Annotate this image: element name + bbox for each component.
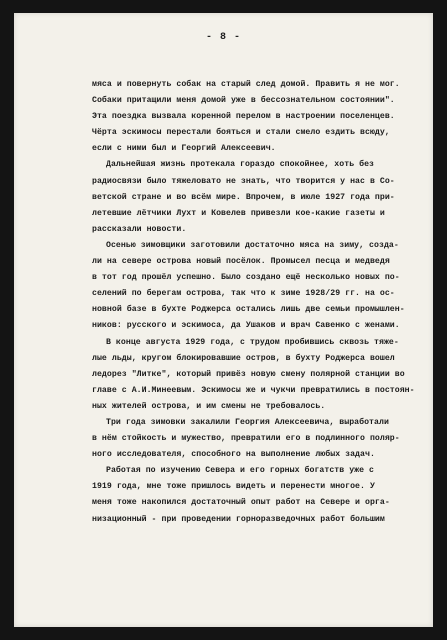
page-number: - 8 -: [205, 32, 241, 43]
text-line: радиосвязи было тяжеловато не знать, что творится у нас в Со-: [92, 176, 395, 186]
text-line: если с ними был и Георгий Алексеевич.: [92, 144, 276, 154]
text-line: лые льды, кругом блокировавшие остров, в бухту Роджерса вошел: [92, 353, 395, 363]
paragraph-first-line: Работая по изучению Севера и его горных богатств уже с: [106, 466, 375, 476]
paragraph-first-line: Дальнейшая жизнь протекала гораздо спокойнее, хоть без: [106, 160, 375, 170]
text-line: рассказали новости.: [92, 224, 187, 234]
typed-page: [14, 13, 433, 627]
text-line: ли на севере острова новый посёлок. Промысел песца и медведя: [92, 257, 390, 267]
paragraph-first-line: Три года зимовки закалили Георгия Алексеевича, выработали: [106, 417, 389, 427]
text-line: 1919 года, мне тоже пришлось видеть и перенести многое. У: [92, 482, 375, 492]
text-line: селений по берегам острова, так что к зиме 1928/29 гг. на ос-: [92, 289, 395, 299]
text-line: ных жителей острова, и им смены не требовалось.: [92, 401, 326, 411]
text-line: низационный - при проведении горноразведочных работ большим: [92, 514, 385, 524]
text-line: мяса и повернуть собак на старый след домой. Править я не мог.: [92, 80, 400, 89]
text-line: Эта поездка вызвала коренной перелом в настроении поселенцев.: [92, 112, 395, 122]
text-line: в тот год прошёл успешно. Было создано ещё несколько новых по-: [92, 273, 400, 283]
paragraph-first-line: В конце августа 1929 года, с трудом пробившись сквозь тяже-: [106, 337, 399, 347]
text-line: ного исследователя, способного на выполнение любых задач.: [92, 450, 375, 460]
text-line: ветской стране и во всём мире. Впрочем, в июле 1927 года при-: [92, 192, 395, 202]
text-line: в нём стойкость и мужество, превратили его в подлинного поляр-: [92, 434, 400, 444]
text-line: Собаки притащили меня домой уже в бессознательном состоянии".: [92, 96, 395, 106]
text-line: ников: русского и эскимоса, да Ушаков и врач Савенко с женами.: [92, 321, 400, 331]
text-line: летевшие лётчики Лухт и Ковелев привезли кое-какие газеты и: [92, 208, 385, 218]
paragraph-first-line: Осенью зимовщики заготовили достаточно мяса на зиму, созда-: [106, 240, 399, 250]
typed-text-body: [92, 77, 424, 528]
text-line: Чёрта эскимосы перестали бояться и стали смело ездить всюду,: [92, 128, 390, 138]
text-line: главе с А.И.Минеевым. Эскимосы же и чукчи превратились в постоян-: [92, 385, 415, 395]
text-line: ледорез "Литке", который привёз новую смену полярной станции во: [92, 369, 405, 379]
text-line: меня тоже накопился достаточный опыт работ на Севере и орга-: [92, 498, 390, 508]
text-line: новной базе в бухте Роджерса остались лишь две семьи промышлен-: [92, 305, 405, 315]
